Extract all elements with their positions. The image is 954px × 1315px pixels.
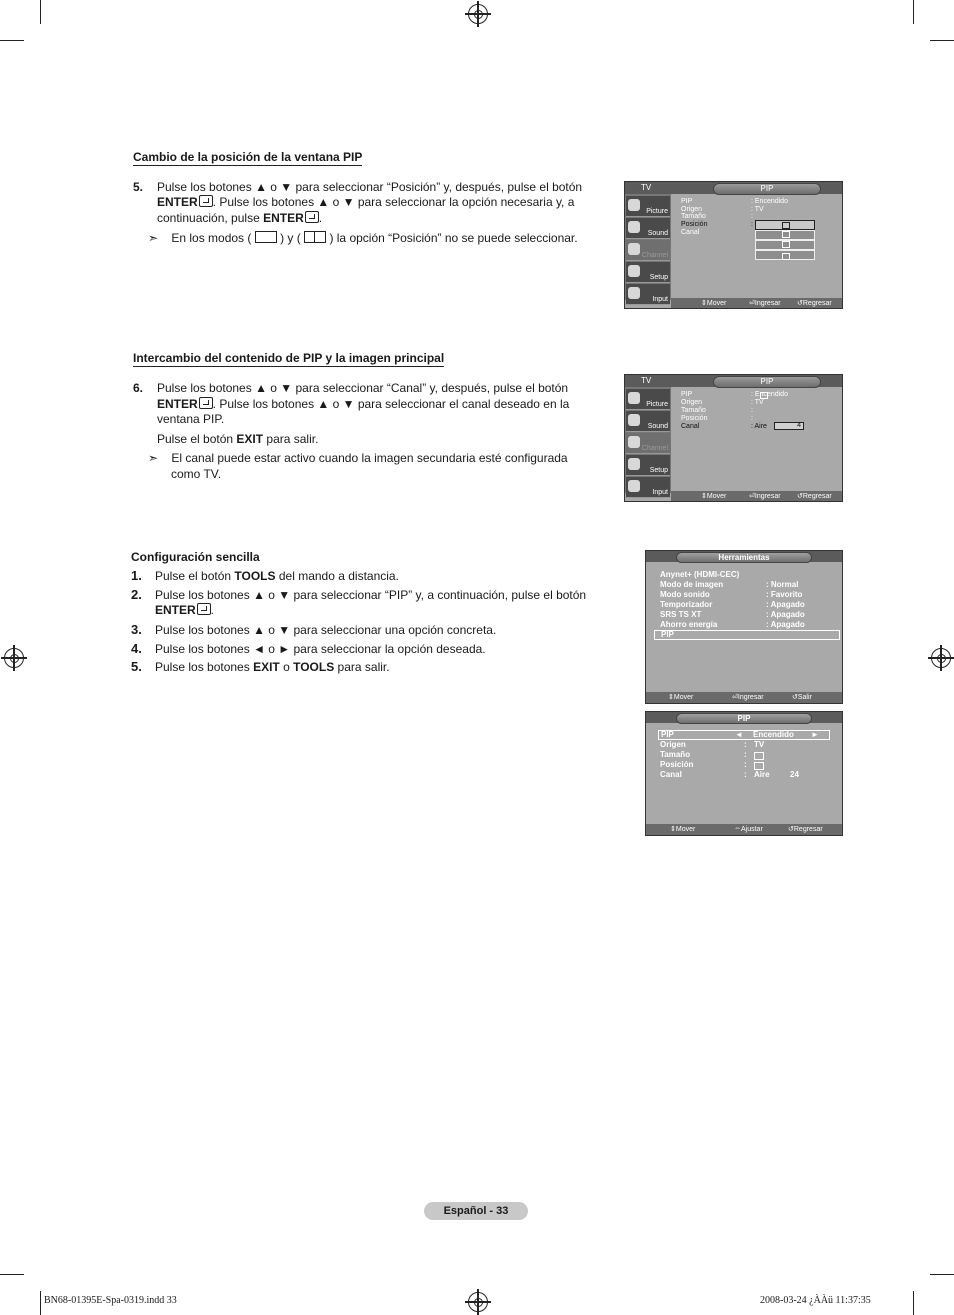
sidebar-item-picture — [626, 196, 670, 217]
hint-label: Ingresar — [737, 694, 764, 701]
tools-row-energy[interactable] — [660, 620, 840, 630]
hint-label: Mover — [706, 493, 727, 500]
picture-icon — [628, 199, 640, 211]
footer-timestamp: 2008-03-24 ¿ÀÀü 11:37:35 — [760, 1295, 871, 1306]
enter-hint: ⏎ Ingresar — [732, 694, 764, 701]
step-text: Pulse los botones ◄ o ► para seleccionar la opción deseada. — [155, 642, 486, 656]
row-value: Encendido — [753, 730, 794, 739]
page-number-badge: Español - 33 — [424, 1202, 528, 1220]
sidebar-label: Setup — [649, 274, 668, 281]
sidebar-label: Sound — [647, 423, 668, 430]
input-icon — [628, 287, 640, 299]
exit-label: EXIT — [253, 660, 280, 674]
return-hint: ↺ Regresar — [788, 826, 823, 833]
row-value: : TV — [751, 399, 764, 406]
enter-label: ENTER — [157, 195, 198, 209]
menu-row — [681, 206, 764, 213]
pip-row-source[interactable] — [660, 740, 830, 750]
step-number: 4. — [131, 641, 142, 656]
row-sep: : — [744, 740, 747, 749]
step-text: Pulse los botones ▲ o ▼ para seleccionar una opción concreta. — [155, 623, 497, 637]
tools-row-picture-mode[interactable] — [660, 580, 840, 590]
section-heading-pip-position: Cambio de la posición de la ventana PIP — [133, 150, 363, 164]
footer-file-info: BN68-01395E-Spa-0319.indd 33 — [44, 1295, 177, 1306]
screen-menu-rows — [681, 391, 788, 431]
step-text: continuación, pulse — [157, 211, 264, 225]
sidebar-label: Input — [652, 296, 668, 303]
menu-bottombar — [646, 692, 842, 703]
pip-row-size[interactable] — [660, 750, 830, 760]
hint-label: Salir — [797, 694, 812, 701]
note-text: ) y ( — [280, 231, 301, 245]
row-value: : Normal — [766, 580, 799, 589]
note-channel — [148, 450, 568, 466]
step-5-line-2 — [157, 194, 574, 210]
sidebar-label: Setup — [649, 467, 668, 474]
hint-label: Ajustar — [741, 826, 763, 833]
section-heading-easy-setup: Configuración sencilla — [131, 550, 260, 564]
row-key: Canal — [681, 423, 700, 430]
hint-label: Regresar — [793, 826, 823, 833]
input-icon — [628, 480, 640, 492]
pip-row-selected[interactable] — [658, 730, 830, 740]
step-text: o — [279, 660, 294, 674]
hint-label: Mover — [673, 694, 694, 701]
menu-row-selected — [681, 423, 767, 431]
position-icon — [760, 392, 768, 399]
sidebar-label: Channel — [641, 445, 668, 452]
move-hint: ⇕ Mover — [668, 694, 694, 701]
screen-sidebar — [625, 387, 671, 496]
row-key: Modo sonido — [660, 590, 710, 599]
row-value: : — [751, 213, 753, 220]
move-hint: ⇕ Mover — [701, 493, 727, 500]
easy-step-5 — [131, 659, 390, 675]
position-option-selected[interactable] — [755, 220, 815, 230]
pip-row-position[interactable] — [660, 760, 830, 770]
enter-hint: ⏎ Ingresar — [749, 493, 781, 500]
screen-bottombar — [671, 298, 842, 308]
row-value: : — [751, 221, 753, 228]
sidebar-label: Input — [652, 489, 668, 496]
left-arrow-icon[interactable]: ◄ — [735, 730, 743, 739]
easy-step-1 — [131, 568, 399, 584]
row-key: Temporizador — [660, 600, 713, 609]
tools-label: TOOLS — [234, 569, 276, 583]
enter-label: ENTER — [157, 397, 198, 411]
menu-row — [681, 399, 764, 407]
screen-sidebar — [625, 194, 671, 303]
step-text: Pulse el botón — [157, 432, 237, 446]
position-icon — [782, 222, 790, 229]
step-text: Pulse los botones ▲ o ▼ para seleccionar “Posición” y, después, pulse el botón — [157, 180, 583, 194]
tools-row-sound-mode[interactable] — [660, 590, 840, 600]
hint-label: Regresar — [802, 300, 832, 307]
position-icon — [782, 241, 790, 248]
step-text: para salir. — [334, 660, 390, 674]
move-hint: ⇕ Mover — [701, 300, 727, 307]
crop-mark — [0, 1274, 24, 1275]
registration-mark-icon — [4, 648, 24, 668]
hint-label: Regresar — [802, 493, 832, 500]
sidebar-item-sound — [626, 218, 670, 239]
position-icon — [782, 253, 790, 260]
tv-label: TV — [641, 376, 652, 385]
row-sep: : — [744, 770, 747, 779]
sidebar-item-channel — [626, 240, 670, 261]
sidebar-item-channel — [626, 433, 670, 454]
step-number: 1. — [131, 568, 142, 583]
row-value: : Apagado — [766, 610, 805, 619]
row-key: Tamaño — [660, 750, 691, 759]
row-value: : Encendido — [751, 391, 788, 398]
sidebar-item-input — [626, 284, 670, 305]
step-number: 3. — [131, 622, 142, 637]
return-hint: ↺ Regresar — [797, 300, 832, 307]
sidebar-item-setup — [626, 262, 670, 283]
position-option[interactable] — [755, 240, 815, 250]
position-option[interactable] — [755, 230, 815, 240]
row-key: Tamaño — [681, 407, 706, 414]
note-text: ) la opción “Posición” no se puede seleccionar. — [329, 231, 578, 245]
tools-label: TOOLS — [293, 660, 335, 674]
step-number: 5. — [133, 180, 144, 194]
pip-mode-full-icon — [255, 231, 277, 243]
exit-hint: ↺ Salir — [792, 694, 812, 701]
menu-topbar — [646, 551, 842, 562]
move-hint: ⇕ Mover — [670, 826, 696, 833]
note-channel-line-2: como TV. — [171, 467, 222, 481]
crop-mark — [913, 0, 914, 24]
row-key: Canal — [660, 770, 682, 779]
tv-label: TV — [641, 183, 652, 192]
note-arrow-icon: ➣ — [148, 231, 159, 245]
crop-mark — [40, 1291, 41, 1315]
crop-mark — [40, 0, 41, 24]
setup-gear-icon — [628, 265, 640, 277]
step-number: 5. — [131, 659, 142, 674]
row-value: TV — [754, 740, 765, 749]
row-key: Tamaño — [681, 213, 706, 220]
sidebar-label: Channel — [641, 252, 668, 259]
enter-hint: ⏎ Ingresar — [749, 300, 781, 307]
row-key: Posición — [660, 760, 694, 769]
tools-menu-rows — [660, 570, 840, 640]
sidebar-item-picture — [626, 389, 670, 410]
registration-mark-icon — [931, 648, 951, 668]
sidebar-item-setup — [626, 455, 670, 476]
tools-row-pip-selected[interactable] — [654, 630, 840, 640]
row-key: PIP — [661, 730, 674, 739]
row-key: Origen — [660, 740, 686, 749]
hint-label: Ingresar — [754, 493, 781, 500]
position-icon — [782, 231, 790, 238]
return-hint: ↺ Regresar — [797, 493, 832, 500]
row-value: : — [751, 407, 753, 414]
tools-row-srs[interactable] — [660, 610, 840, 620]
menu-row — [681, 213, 753, 221]
adjust-hint: ⇔ Ajustar — [734, 825, 763, 833]
menu-row — [681, 407, 753, 415]
crop-mark — [0, 40, 24, 41]
row-sep: : — [744, 760, 747, 769]
step-text: Pulse los botones ▲ o ▼ para seleccionar “PIP” y, a continuación, pulse el botón — [155, 588, 587, 602]
step-number: 2. — [131, 587, 142, 602]
channel-value-box[interactable]: 4 — [774, 422, 804, 430]
channel-number: 24 — [790, 770, 799, 779]
menu-title: PIP — [676, 713, 812, 724]
step-6-line-1 — [133, 380, 569, 396]
row-value: Aire — [754, 770, 770, 779]
crop-mark — [913, 1291, 914, 1315]
setup-gear-icon — [628, 458, 640, 470]
row-sep: : — [744, 750, 747, 759]
exit-label: EXIT — [236, 432, 264, 446]
screen-title: PIP — [713, 376, 821, 388]
pip-menu-rows — [660, 730, 830, 780]
step-6-line-4 — [157, 431, 318, 447]
tv-screen-pip-position — [624, 181, 843, 309]
sidebar-label: Picture — [646, 401, 668, 408]
crop-mark — [930, 40, 954, 41]
note-text: En los modos ( — [171, 231, 252, 245]
step-text: . — [318, 211, 323, 225]
size-icon — [754, 752, 764, 760]
pip-mode-split-icon — [304, 231, 326, 243]
pip-menu-screen — [645, 711, 843, 836]
right-arrow-icon[interactable]: ► — [811, 730, 819, 739]
step-6-line-3: ventana PIP. — [157, 412, 225, 426]
tv-screen-pip-channel — [624, 374, 843, 502]
row-key: Anynet+ (HDMI-CEC) — [660, 570, 740, 579]
row-key: SRS TS XT — [660, 610, 702, 619]
row-key: Ahorro energía — [660, 620, 718, 629]
registration-mark-icon — [468, 1292, 488, 1312]
step-text: Pulse el botón — [155, 569, 235, 583]
note-arrow-icon: ➣ — [148, 451, 159, 465]
row-key: Posición — [681, 415, 708, 422]
step-text: para salir. — [263, 432, 319, 446]
row-value: : Apagado — [766, 620, 805, 629]
easy-step-2-line-2 — [155, 602, 214, 618]
section-heading-pip-swap: Intercambio del contenido de PIP y la imagen principal — [133, 351, 445, 365]
enter-icon — [199, 195, 213, 207]
step-6-line-2 — [157, 396, 569, 412]
hint-label: Ingresar — [754, 300, 781, 307]
menu-row — [681, 198, 788, 206]
row-key: Posición — [681, 221, 708, 228]
step-number: 6. — [133, 381, 144, 395]
enter-label: ENTER — [155, 603, 196, 617]
crop-mark — [930, 1274, 954, 1275]
menu-topbar — [646, 712, 842, 723]
step-5-line-1 — [133, 179, 583, 195]
row-key: PIP — [661, 630, 674, 639]
sidebar-label: Sound — [647, 230, 668, 237]
menu-row — [681, 229, 707, 237]
row-value: : — [751, 415, 753, 422]
screen-topbar — [625, 182, 842, 194]
step-text: Pulse los botones ▲ o ▼ para seleccionar “Canal” y, después, pulse el botón — [157, 381, 569, 395]
position-option[interactable] — [755, 250, 815, 260]
screen-title: PIP — [713, 183, 821, 195]
row-key: PIP — [681, 198, 693, 205]
menu-title: Herramientas — [676, 552, 812, 563]
hint-label: Mover — [706, 300, 727, 307]
pip-row-channel[interactable] — [660, 770, 830, 780]
sidebar-item-input — [626, 477, 670, 498]
sound-icon — [628, 221, 640, 233]
step-text: . Pulse los botones ▲ o ▼ para seleccionar el canal deseado en la — [212, 397, 570, 411]
channel-icon — [628, 243, 640, 255]
easy-step-3 — [131, 622, 497, 638]
row-value: : Apagado — [766, 600, 805, 609]
enter-label: ENTER — [263, 211, 304, 225]
position-icon — [754, 762, 764, 770]
tools-row-sleep-timer[interactable] — [660, 600, 840, 610]
row-value: : Aire — [751, 423, 767, 430]
menu-bottombar — [646, 824, 842, 835]
note-pip-position — [148, 230, 578, 246]
picture-icon — [628, 392, 640, 404]
easy-step-2 — [131, 587, 587, 603]
menu-row — [681, 415, 753, 423]
screen-bottombar — [671, 491, 842, 501]
enter-icon — [305, 211, 319, 223]
hint-label: Mover — [675, 826, 696, 833]
row-value: : Favorito — [766, 590, 803, 599]
tools-menu-screen — [645, 550, 843, 704]
step-text: . — [210, 603, 215, 617]
row-key: PIP — [681, 391, 693, 398]
row-value: : Encendido — [751, 198, 788, 205]
step-text: Pulse los botones — [155, 660, 254, 674]
sound-icon — [628, 414, 640, 426]
menu-row — [681, 391, 788, 399]
sidebar-item-sound — [626, 411, 670, 432]
easy-step-4 — [131, 641, 486, 657]
enter-icon — [199, 397, 213, 409]
step-text: . Pulse los botones ▲ o ▼ para seleccionar la opción necesaria y, a — [212, 195, 575, 209]
step-text: del mando a distancia. — [275, 569, 399, 583]
row-key: Canal — [681, 229, 700, 236]
step-5-line-3 — [157, 210, 322, 226]
screen-menu-rows — [681, 198, 788, 237]
row-key: Modo de imagen — [660, 580, 724, 589]
menu-row-selected — [681, 221, 753, 229]
screen-topbar — [625, 375, 842, 387]
channel-icon — [628, 436, 640, 448]
note-text: El canal puede estar activo cuando la imagen secundaria esté configurada — [171, 451, 568, 465]
enter-icon — [197, 603, 211, 615]
registration-mark-icon — [468, 4, 488, 24]
row-key: Origen — [681, 399, 703, 406]
row-value: : TV — [751, 206, 764, 213]
sidebar-label: Picture — [646, 208, 668, 215]
row-key: Origen — [681, 206, 703, 213]
tools-row-anynet[interactable] — [660, 570, 840, 580]
